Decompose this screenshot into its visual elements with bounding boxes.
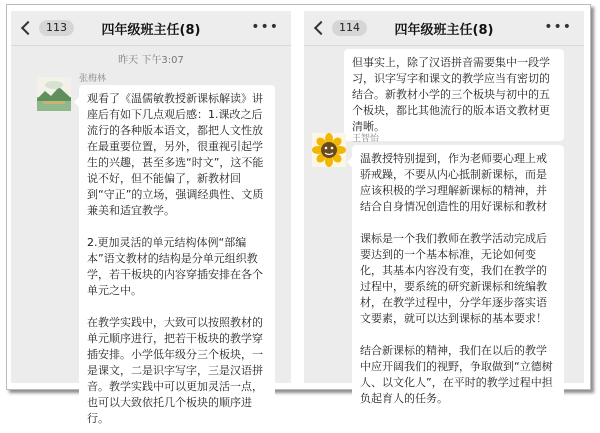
chat-title: 四年级班主任(8)	[101, 23, 201, 38]
message-bubble[interactable]	[344, 49, 564, 141]
message-paragraph: 温教授特别提到，作为老师要心理上戒骄戒躁，不要从内心抵制新课标，而是应该积极的学习理解新课标的精神，并结合自身情况创造性的用好课标和教材	[360, 152, 547, 213]
message-paragraph: 但事实上，除了汉语拼音需要集中一段学习，识字写字和课文的教学应当有密切的结合。新教材小学的三个板块与初中的五个板块，都比其他流行的版本语文教材更清晰。	[352, 56, 550, 133]
chat-title: 四年级班主任(8)	[394, 23, 494, 38]
avatar[interactable]	[37, 77, 71, 111]
sunflower-avatar-icon	[312, 133, 346, 167]
avatar[interactable]	[312, 133, 346, 167]
unread-count-badge: 114	[332, 20, 367, 36]
chat-panel-right	[304, 11, 584, 405]
message-paragraph: 2.更加灵活的单元结构体例“部编本”语文教材的结构是分单元组织教学，若干板块的内容穿插安排在各个单元之中。	[87, 236, 263, 297]
message-paragraph: 观看了《温儒敏教授新课标解读》讲座后有如下几点观后感：1.课改之后流行的各种版本语文，都把人文性放在最重要位置，另外，很重视引起学生的兴趣，甚至多选“时文”，这不能说不好，但不能偏了，新教材回到“守正”的立场，强调经典性、文质兼美和适宜教学。	[87, 92, 264, 217]
message-timestamp: 昨天 下午3:07	[118, 55, 184, 66]
landscape-avatar-icon	[37, 77, 71, 111]
chat-header	[11, 11, 291, 46]
unread-count-badge: 113	[39, 20, 74, 36]
message-paragraph: 结合新课标的精神，我们在以后的教学中应开阔我们的视野，争取做到“立德树人、以文化人”，在平时的教学过程中担负起育人的任务。	[360, 344, 553, 405]
more-options-icon[interactable]: •••	[544, 19, 572, 35]
message-bubble[interactable]	[352, 145, 564, 413]
more-options-icon[interactable]: •••	[251, 19, 279, 35]
chat-panel-left	[11, 11, 291, 425]
sender-name: 张梅林	[79, 74, 107, 84]
chat-header	[304, 11, 584, 46]
message-paragraph: 课标是一个我们教师在教学活动完成后要达到的一个基本标准，无论如何变化，其基本内容没有变，我们在教学的过程中，要系统的研究新课标和统编教材，在教学过程中，分学年逐步落实语文要素，就可以达到课标的基本要求！	[360, 232, 547, 325]
message-bubble[interactable]	[79, 85, 275, 433]
sender-name: 王智怡	[352, 134, 380, 144]
message-paragraph: 在教学实践中，大致可以按照教材的单元顺序进行，把若干板块的教学穿插安排。小学低年级分三个板块，一是课文，二是识字写字，三是汉语拼音。教学实践中可以更加灵活一点，也可以大致依托几个板块的顺序进行。	[87, 316, 263, 425]
screenshot-frame	[6, 4, 591, 425]
